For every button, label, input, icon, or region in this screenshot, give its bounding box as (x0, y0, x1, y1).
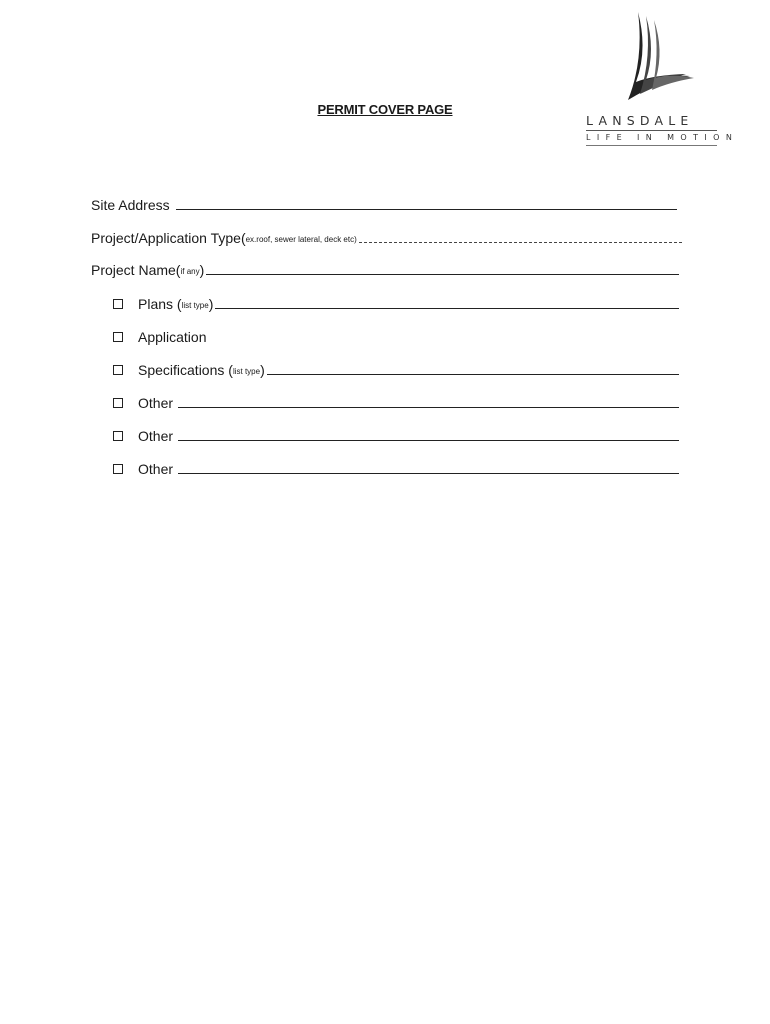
lansdale-swoosh-icon (608, 10, 698, 110)
other-label: Other (138, 428, 174, 444)
other-label: Other (138, 461, 174, 477)
other-label: Other (138, 395, 174, 411)
project-name-close: ) (199, 262, 205, 278)
other-row (113, 395, 679, 411)
specifications-hint: list type (232, 367, 261, 376)
other-checkbox[interactable] (113, 431, 123, 441)
specifications-checkbox[interactable] (113, 365, 123, 375)
other-row (113, 461, 679, 477)
other-checkbox[interactable] (113, 398, 123, 408)
project-type-label: Project/Application Type( (91, 230, 246, 246)
project-name-field[interactable] (206, 273, 679, 275)
logo-divider (586, 130, 717, 131)
other-checkbox[interactable] (113, 464, 123, 474)
project-name-hint: if any (180, 267, 200, 276)
specifications-field[interactable] (267, 373, 679, 375)
other-field[interactable] (178, 472, 679, 474)
plans-field[interactable] (215, 307, 679, 309)
page-title: PERMIT COVER PAGE (317, 102, 453, 117)
lansdale-logo (586, 10, 739, 142)
application-checkbox[interactable] (113, 332, 123, 342)
plans-row (113, 296, 679, 312)
application-row (113, 329, 679, 345)
logo-divider (586, 145, 717, 146)
specifications-close: ) (260, 362, 265, 378)
plans-close: ) (208, 296, 214, 312)
other-field[interactable] (178, 406, 679, 408)
plans-hint: list type (181, 301, 209, 310)
project-type-hint: ex.roof, sewer lateral, deck etc) (245, 235, 357, 244)
logo-tagline: LIFE IN MOTION (586, 133, 739, 142)
specifications-label: Specifications ( (138, 362, 233, 378)
site-address-label: Site Address (91, 197, 170, 213)
logo-wordmark: LANSDALE (586, 113, 694, 128)
site-address-field[interactable] (176, 208, 677, 210)
other-row (113, 428, 679, 444)
project-name-label: Project Name( (91, 262, 181, 278)
project-type-field[interactable] (359, 241, 682, 243)
other-field[interactable] (178, 439, 679, 441)
plans-label: Plans ( (138, 296, 182, 312)
site-address-row (91, 197, 677, 213)
project-name-row (91, 262, 679, 278)
plans-checkbox[interactable] (113, 299, 123, 309)
specifications-row (113, 362, 679, 378)
application-label: Application (138, 329, 207, 345)
project-type-row (91, 230, 682, 246)
